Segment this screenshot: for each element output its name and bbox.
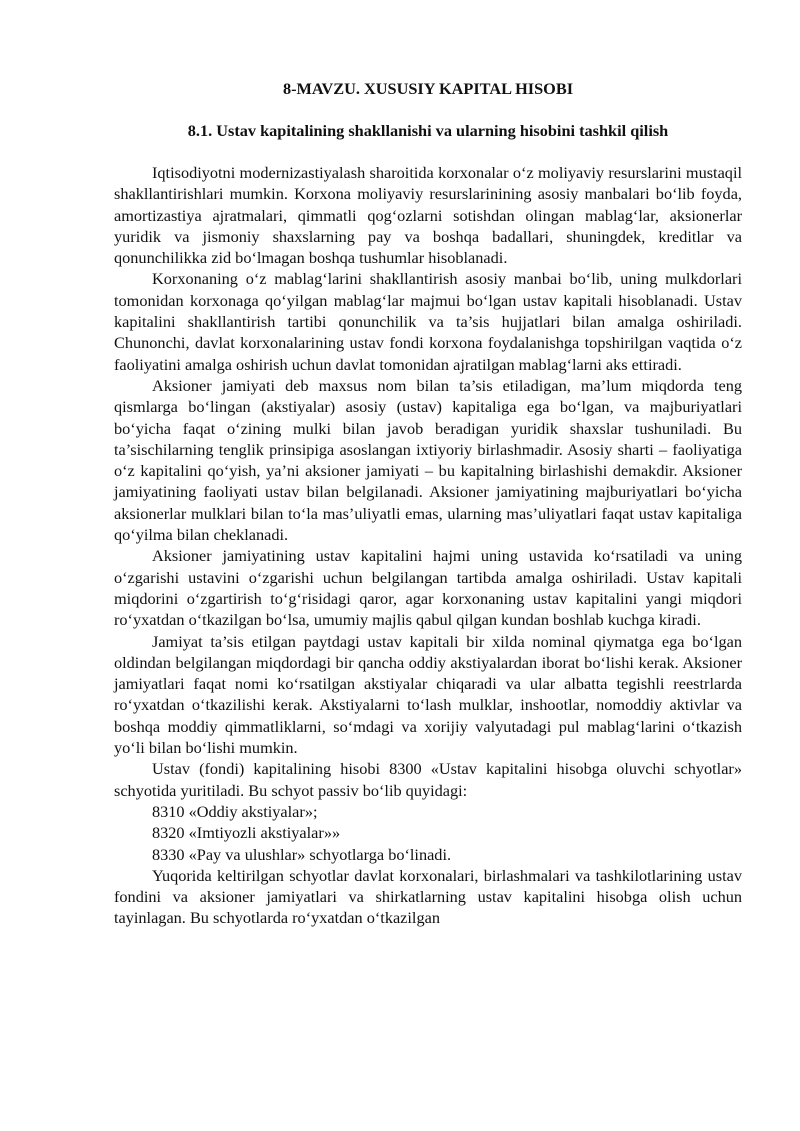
paragraph: Iqtisodiyotni modernizastiyalash sharoitida korxonalar o‘z moliyaviy resurslarini mustaqil shakllantirishlari mumkin. Korxona moliyaviy resurslarinining asosiy manbalari bo‘lib foyda, amortizastiya ajratmalari, qimmatli qog‘ozlarni sotishdan olingan mablag‘lar, aksionerlar yuridik va jismoniy shaxslarning pay va boshqa badallari, shuningdek, kreditlar va qonunchilikka zid bo‘lmagan boshqa tushumlar hisoblanadi.	[114, 163, 742, 268]
chapter-title: 8-MAVZU. XUSUSIY KAPITAL HISOBI	[282, 79, 574, 98]
list-item: 8330 «Pay va ulushlar» schyotlarga bo‘linadi.	[152, 844, 452, 864]
paragraph: Jamiyat ta’sis etilgan paytdagi ustav kapitali bir xilda nominal qiymatga ega bo‘lgan oldindan belgilangan miqdordagi bir qancha oddiy akstiyalardan iborat bo‘lishi kerak. Aksioner jamiyatlari faqat nomi ko‘rsatilgan akstiyalar chiqaradi va ular albatta tegishli reestrlarda ro‘yxatdan o‘tkazilishi kerak. Akstiyalarni to‘lash mulklar, inshootlar, nomoddiy aktivlar va boshqa moddiy qimmatliklarni, so‘mdagi va xorijiy valyutadagi pul mablag‘larini o‘tkazish yo‘li bilan bo‘lishi mumkin.	[114, 631, 742, 758]
document-page	[114, 70, 742, 929]
document-body	[114, 162, 742, 929]
paragraph: Korxonaning o‘z mablag‘larini shakllantirish asosiy manbai bo‘lib, uning mulkdorlari tomonidan korxonaga qo‘yilgan mablag‘lar majmui bo‘lgan ustav kapitali hisoblanadi. Ustav kapitalini shakllantirish tartibi qonunchilik va ta’sis hujjatlari bilan amalga oshiriladi. Chunonchi, davlat korxonalarining ustav fondi korxona foydalanishga topshirilgan vaqtida o‘z faoliyatini amalga oshirish uchun davlat tomonidan ajratilgan mablag‘larni aks ettiradi.	[114, 269, 742, 374]
paragraph: Ustav (fondi) kapitalining hisobi 8300 «Ustav kapitalini hisobga oluvchi schyotlar» schyotida yuritiladi. Bu schyot passiv bo‘lib quyidagi:	[114, 759, 742, 800]
list-item: 8320 «Imtiyozli akstiyalar»»	[152, 823, 341, 843]
paragraph: Aksioner jamiyatining ustav kapitalini hajmi uning ustavida ko‘rsatiladi va uning o‘zgarishi ustavini o‘zgarishi uchun belgilangan tartibda amalga oshiriladi. Ustav kapitali miqdorini o‘zgartirish to‘g‘risidagi qaror, agar korxonaning ustav kapitalini yangi miqdori ro‘yxatdan o‘tkazilgan bo‘lsa, umumiy majlis qabul qilgan kundan boshlab kuchga kiradi.	[114, 546, 742, 630]
section-title: 8.1. Ustav kapitalining shakllanishi va ularning hisobini tashkil qilish	[187, 121, 669, 140]
paragraph: Yuqorida keltirilgan schyotlar davlat korxonalari, birlashmalari va tashkilotlarining ustav fondini va aksioner jamiyatlari va shirkatlarning ustav kapitalini hisobga olish uchun tayinlagan. Bu schyotlarda ro‘yxatdan o‘tkazilgan	[114, 865, 742, 928]
list-item: 8310 «Oddiy akstiyalar»;	[152, 801, 318, 821]
paragraph: Aksioner jamiyati deb maxsus nom bilan ta’sis etiladigan, ma’lum miqdorda teng qismlarga bo‘lingan (akstiyalar) asosiy (ustav) kapitaliga ega bo‘lgan, va majburiyatlari bo‘yicha faqat o‘zining mulki bilan javob beradigan yuridik shaxslar tushuniladi. Bu ta’sischilarning tenglik prinsipiga asoslangan ixtiyoriy birlashmadir. Asosiy sharti – faoliyatiga o‘z kapitalini qo‘yish, ya’ni aksioner jamiyati – bu kapitalning birlashishi demakdir. Aksioner jamiyatining faoliyati ustav bilan belgilanadi. Aksioner jamiyatining majburiyatlari bo‘yicha aksionerlar mulklari bilan to‘la mas’uliyatli emas, ularning mas’uliyatlari faqat ustav kapitaliga qo‘yilma bilan cheklanadi.	[114, 375, 742, 545]
